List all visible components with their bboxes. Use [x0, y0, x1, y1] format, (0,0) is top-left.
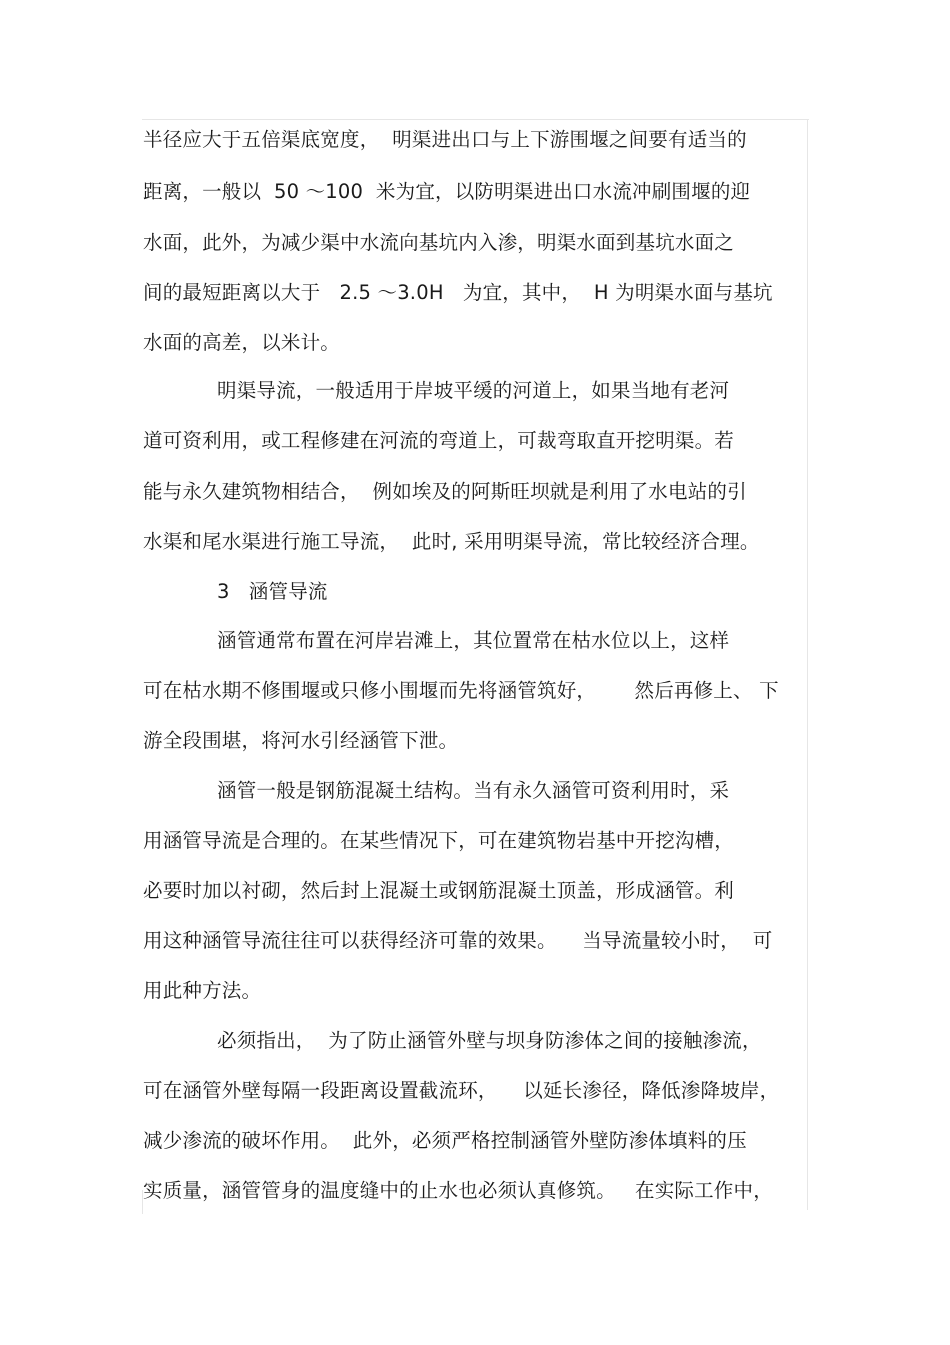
text-line: 用这种涵管导流往往可以获得经济可靠的效果。 当导流量较小时， 可	[143, 929, 773, 952]
text-line: 必要时加以衬砌，然后封上混凝土或钢筋混凝土顶盖，形成涵管。利	[143, 879, 735, 902]
text-line: 可在枯水期不修围堰或只修小围堰而先将涵管筑好， 然后再修上、 下	[143, 679, 779, 702]
text-line: 减少渗流的破坏作用。 此外，必须严格控制涵管外壁防渗体填料的压	[143, 1129, 747, 1152]
text-line: 实质量，涵管管身的温度缝中的止水也必须认真修筑。 在实际工作中，	[143, 1179, 773, 1202]
paragraph-start-line: 必须指出， 为了防止涵管外壁与坝身防渗体之间的接触渗流，	[217, 1029, 762, 1052]
text-line: 用此种方法。	[143, 979, 262, 1002]
text-line: 可在涵管外壁每隔一段距离设置截流环， 以延长渗径，降低渗降坡岸，	[143, 1079, 780, 1102]
text-line: 水面，此外，为减少渠中水流向基坑内入渗，明渠水面到基坑水面之	[143, 231, 735, 254]
text-line: 道可资利用，或工程修建在河流的弯道上，可裁弯取直开挖明渠。若	[143, 429, 735, 452]
section-heading: 3 涵管导流	[217, 580, 328, 603]
text-line: 半径应大于五倍渠底宽度， 明渠进出口与上下游围堰之间要有适当的	[143, 128, 747, 151]
paragraph-start-line: 涵管一般是钢筋混凝土结构。当有永久涵管可资利用时，采	[217, 779, 730, 802]
text-line: 距离，一般以 50 ～100 米为宜，以防明渠进出口水流冲刷围堰的迎	[143, 180, 751, 203]
page-border-right	[807, 119, 808, 1210]
text-line: 游全段围堪，将河水引经涵管下泄。	[143, 729, 459, 752]
text-line: 水面的高差，以米计。	[143, 331, 341, 354]
paragraph-start-line: 涵管通常布置在河岸岩滩上，其位置常在枯水位以上，这样	[217, 629, 730, 652]
text-line: 间的最短距离以大于 2.5 ～3.0H 为宜，其中， H 为明渠水面与基坑	[143, 281, 773, 304]
text-line: 水渠和尾水渠进行施工导流， 此时, 采用明渠导流，常比较经济合理。	[143, 530, 760, 553]
text-line: 用涵管导流是合理的。在某些情况下，可在建筑物岩基中开挖沟槽，	[143, 829, 735, 852]
text-line: 能与永久建筑物相结合， 例如埃及的阿斯旺坝就是利用了水电站的引	[143, 480, 747, 503]
paragraph-start-line: 明渠导流，一般适用于岸坡平缓的河道上，如果当地有老河	[217, 379, 730, 402]
page-border-top	[142, 119, 809, 120]
